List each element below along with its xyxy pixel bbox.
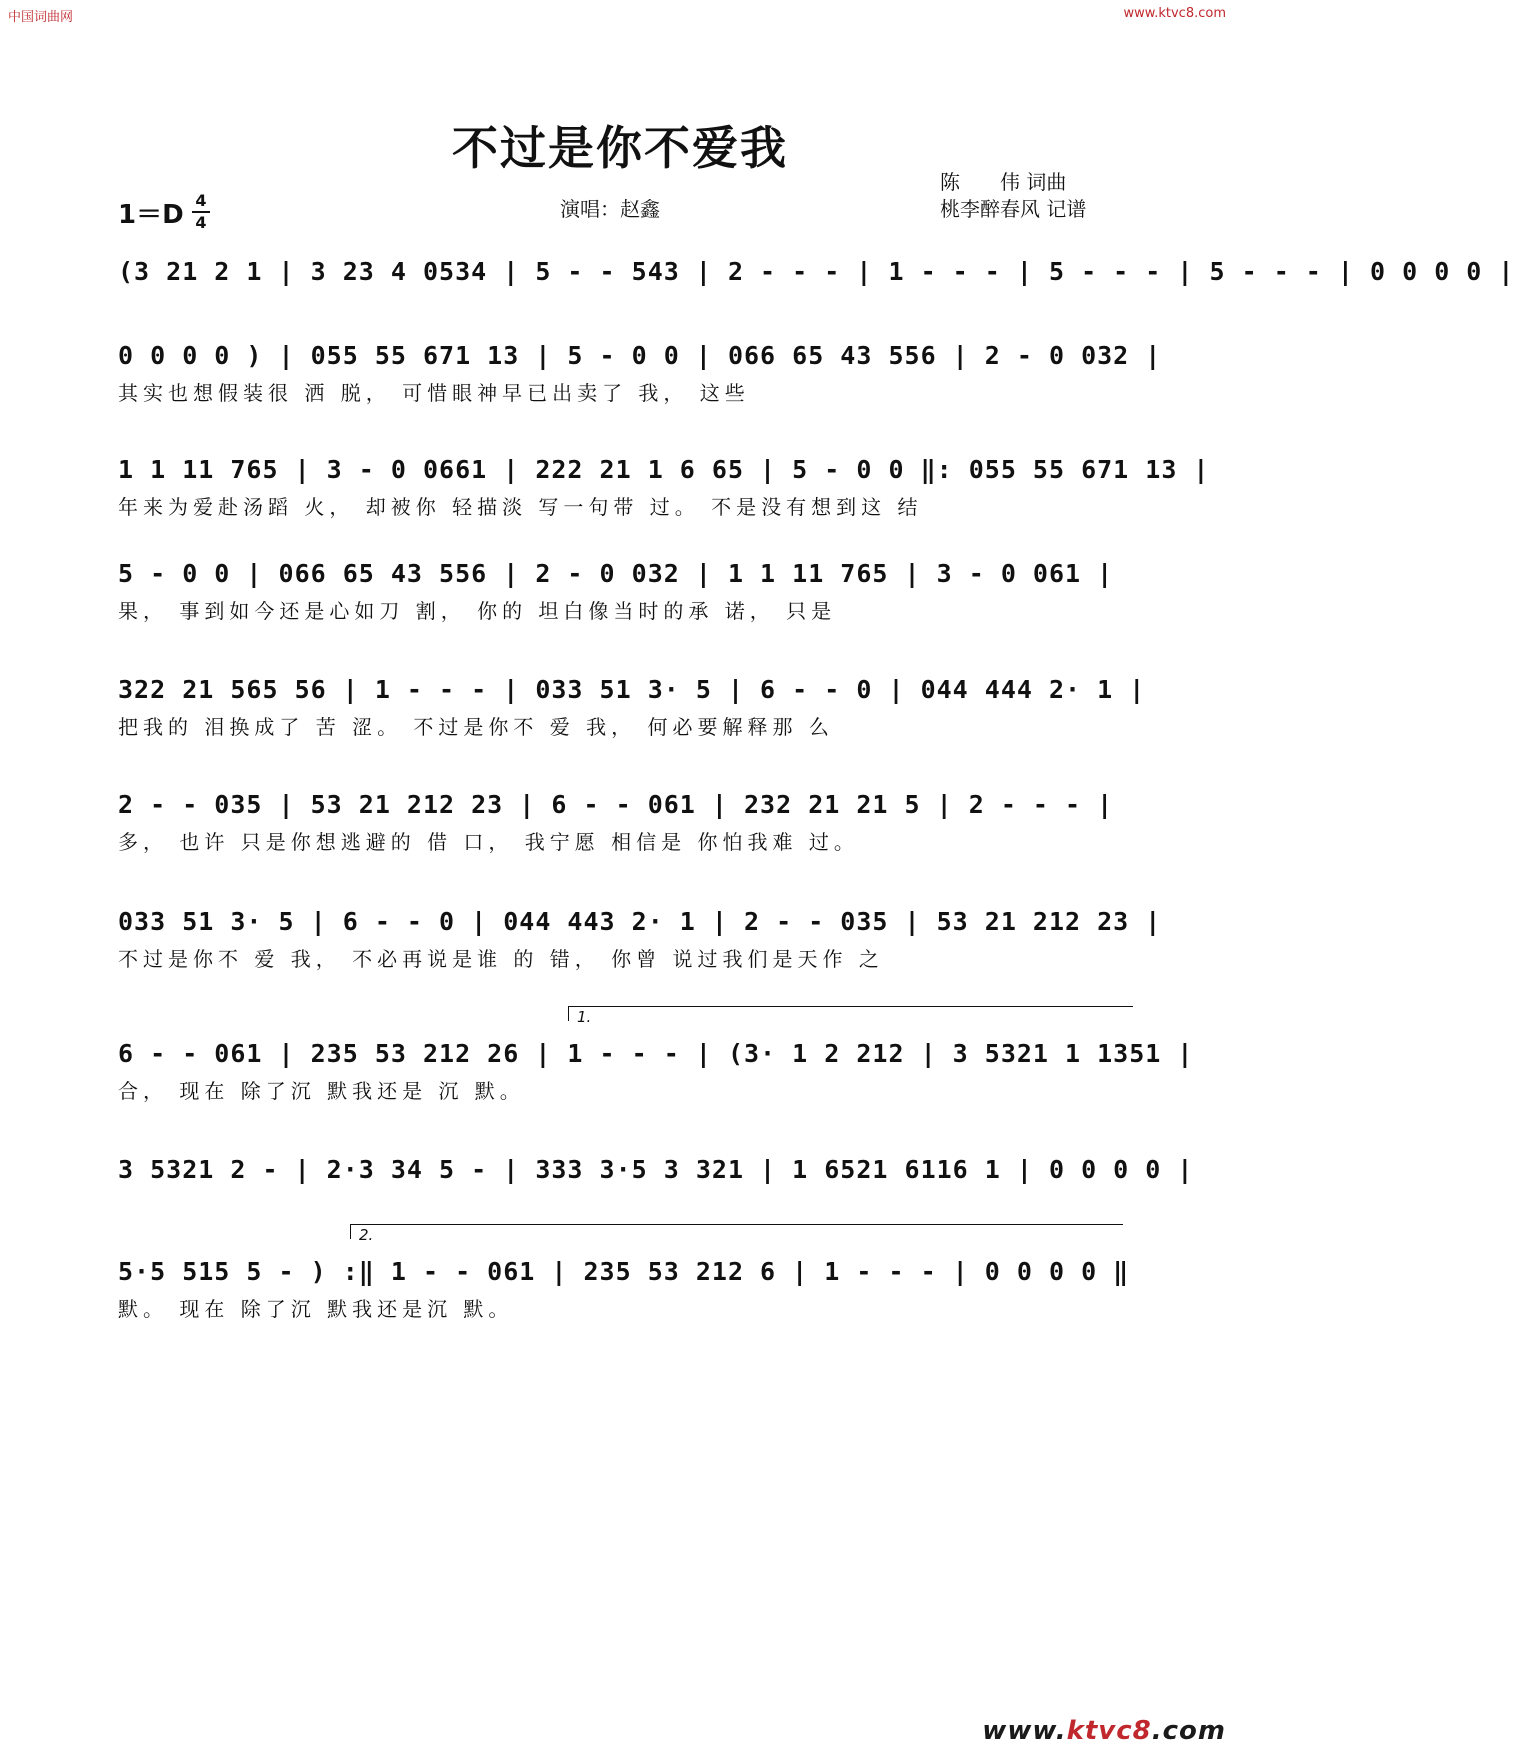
notes-line: (3 21 2 1 | 3 23 4 0534 | 5 - - 543 | 2 - - - | 1 - - - | 5 - - - | 5 - - - | 0 0 0 0 |: [118, 257, 1514, 286]
score-system-3: [118, 448, 1210, 522]
key-signature: 1＝D: [118, 200, 184, 230]
score-system-7: [118, 900, 1162, 974]
lyrics-line: 年来为爱赴汤蹈 火， 却被你 轻描淡 写一句带 过。 不是没有想到这 结: [118, 495, 923, 519]
footer-highlight: ktvc8: [1066, 1716, 1152, 1746]
notes-line: 6 - - 061 | 235 53 212 26 | 1 - - - | (3· 1 2 212 | 3 5321 1 1351 |: [118, 1039, 1194, 1068]
score-system-9: [118, 1148, 1194, 1222]
footer-prefix: www.: [982, 1716, 1067, 1746]
site-logo-text: 中国词曲网: [8, 10, 74, 25]
lyrics-line: 把我的 泪换成了 苦 涩。 不过是你不 爱 我， 何必要解释那 么: [118, 715, 834, 739]
notes-line: 5·5 515 5 - ) :‖ 1 - - 061 | 235 53 212 6 | 1 - - - | 0 0 0 0 ‖: [118, 1257, 1130, 1286]
lyrics-line: 合， 现在 除了沉 默我还是 沉 默。: [118, 1079, 525, 1103]
score-system-4: [118, 552, 1124, 626]
song-title: 不过是你不爱我: [452, 121, 788, 175]
notes-line: 5 - 0 0 | 066 65 43 556 | 2 - 0 032 | 1 1 11 765 | 3 - 0 061 |: [118, 559, 1114, 588]
notes-line: 0 0 0 0 ) | 055 55 671 13 | 5 - 0 0 | 066 65 43 556 | 2 - 0 032 |: [118, 341, 1162, 370]
score-system-6: [118, 783, 1124, 857]
score-system-2: [118, 334, 1162, 408]
score-system-10: [118, 1250, 1130, 1324]
notes-line: 3 5321 2 - | 2·3 34 5 - | 333 3·5 3 321 | 1 6521 6116 1 | 0 0 0 0 |: [118, 1155, 1194, 1184]
lyrics-line: [118, 1192, 1124, 1222]
notes-line: 322 21 565 56 | 1 - - - | 033 51 3· 5 | 6 - - 0 | 044 444 2· 1 |: [118, 675, 1146, 704]
site-url: www.ktvc8.com: [1123, 6, 1226, 21]
score-system-1: [118, 250, 1514, 324]
time-signature: [192, 192, 210, 232]
composer-credit: 陈 伟 词曲: [940, 170, 1067, 194]
singer-credit: 演唱：赵鑫: [560, 197, 660, 221]
time-signature-top: 4: [195, 191, 207, 210]
lyrics-line: [118, 294, 1124, 324]
lyrics-line: 果， 事到如今还是心如刀 割， 你的 坦白像当时的承 诺， 只是: [118, 599, 837, 623]
second-ending-bracket: 2.: [350, 1224, 1123, 1239]
lyrics-line: 默。 现在 除了沉 默我还是沉 默。: [118, 1297, 514, 1321]
notes-line: 033 51 3· 5 | 6 - - 0 | 044 443 2· 1 | 2 - - 035 | 53 21 212 23 |: [118, 907, 1162, 936]
footer-suffix: .com: [1151, 1716, 1226, 1746]
score-system-8: [118, 1032, 1194, 1106]
footer-watermark: [982, 1716, 1226, 1746]
lyrics-line: 其实也想假装很 洒 脱， 可惜眼神早已出卖了 我， 这些: [118, 381, 750, 405]
time-signature-bottom: 4: [195, 213, 207, 232]
notes-line: 1 1 11 765 | 3 - 0 0661 | 222 21 1 6 65 | 5 - 0 0 ‖: 055 55 671 13 |: [118, 455, 1210, 484]
lyrics-line: 不过是你不 爱 我， 不必再说是谁 的 错， 你曾 说过我们是天作 之: [118, 947, 884, 971]
lyrics-line: 多， 也许 只是你想逃避的 借 口， 我宁愿 相信是 你怕我难 过。: [118, 830, 859, 854]
first-ending-bracket: 1.: [568, 1006, 1133, 1021]
transcriber-credit: 桃李醉春风 记谱: [940, 197, 1087, 221]
score-system-5: [118, 668, 1146, 742]
notes-line: 2 - - 035 | 53 21 212 23 | 6 - - 061 | 232 21 21 5 | 2 - - - |: [118, 790, 1114, 819]
